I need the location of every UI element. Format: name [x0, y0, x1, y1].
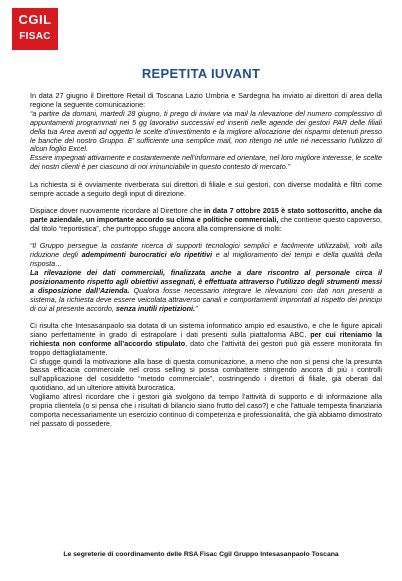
paragraph-5: Ci sfugge quindi la motivazione alla base di questa comunicazione, a meno che non si pensi che la presunta bassa efficacia commerciale nel cross selling si possa combattere stringendo ancora di più i controlli sull’applicazione del cosiddetto “metodo commerciale”, costringendo i direttori di filiale, già oberati dal quotidiano, ad un ulteriore attività burocratica. [30, 356, 382, 393]
paragraph-2: La richiesta si è ovviamente riverberata sui direttori di filiale e sui gestori, con diverse modalità e filtri come sempre accade a seguito degli input di direzione. [30, 179, 382, 198]
page-title: REPETITA IUVANT [141, 66, 261, 81]
para3-lead: Dispiace dover nuovamente ricordare al Direttore che [30, 205, 204, 215]
quote2-p2-italic: Qualora fosse necessario integrare le rilevazioni con dati non presenti a sistema, la richiesta deve essere veicolata attraverso canali e comportamenti improntati al rispetto dei principi di cui al presente accordo, [30, 285, 382, 313]
para4-a: Ci risulta che Intesasanpaolo sia dotata di un sistema informatico ampio ed esaustivo, e che le figure apicali siano perfettamente in grado di estrapolare i dati presenti sulla piattaforma ABC, [30, 320, 382, 339]
quote2-p2-end: senza inutili ripetizioni. [115, 303, 195, 313]
para4-c: , dato che l’attività dei gestori può già essere monitorata fin troppo dettagliatamente. [30, 338, 382, 357]
quote2-paragraph2 [30, 269, 382, 314]
document-body [30, 92, 382, 429]
quote2-paragraph1 [30, 242, 382, 269]
quote2-p1-bold: adempimenti burocratici e/o ripetitivi [81, 250, 213, 260]
paragraph-3 [30, 207, 382, 234]
footer-signature: Le segreterie di coordinamento delle RSA Fisac Cgil Gruppo Intesasanpaolo Toscana [63, 551, 339, 558]
para3-bold: in data 7 ottobre 2015 è stato sottoscritto, anche da parte aziendale, un importante accordo su clima e politiche commerciali, [30, 205, 382, 224]
quote2-p2-bold: La rilevazione dei dati commerciali, finalizzata anche a dare riscontro al personale circa il posizionamento rispetto agli obiettivi assegnati, è effettuata attraverso l’utilizzo degli strumenti messi a disposizione dall’Azienda. [30, 267, 382, 295]
intro-paragraph: In data 27 giugno il Direttore Retail di Toscana Lazio Umbria e Sardegna ha inviato ai direttori di area della regione la seguente comunicazione: [30, 91, 382, 109]
quote2-p1-italic: “Il Gruppo persegue la costante ricerca di supporti tecnologici semplici e facilmente utilizzabili, volti alla riduzione degli [30, 241, 382, 260]
quote1-paragraph1: “a partire da domani, martedì 28 giugno, ti prego di inviare via mail la rilevazione del numero complessivo di appuntamenti programmati nei 5 gg lavorativi successivi ed inseriti nelle agende dei gestori PAR delle filiali della tua Area aventi ad oggetto le scelte d’investimento e la migliore allocazione dei risparmi detenuti presso le banche del nostro Gruppo. E’ sufficiente una semplice mail, non ritengo né utile né necessario l’utilizzo di alcun foglio Excel. [30, 108, 382, 154]
logo-cgil-text: CGIL [18, 12, 52, 27]
quote2-p2-close: ” [194, 303, 198, 313]
quote2-p1-end: e al miglioramento dei tempi e della qualità della risposta… [30, 250, 383, 268]
para4-b: per cui riteniamo la richiesta non conforme all’accordo stipulato [30, 329, 382, 348]
quote1-paragraph2: Essere impegnati attivamente e costantemente nell’informare ed orientare, nel loro migliore interesse, le scelte dei nostri clienti è per ciascuno di noi irrinunciabile in questo contesto di mercato.” [30, 153, 382, 172]
paragraph-4 [30, 322, 382, 358]
cgil-fisac-logo [12, 8, 58, 50]
logo-fisac-text: FISAC [19, 31, 51, 42]
para3-rest: che contiene questo capoverso, dal titolo “reportistica”, che purtroppo sfugge ancora alla comprensione di molti: [30, 214, 382, 233]
paragraph-6: Vogliamo altresì ricordare che i gestori già svolgono da tempo l’attività di supporto e di informazione alla propria clientela (o si pensa che i risultati di bilancio siano frutto del caso?) e che l’attuale tempesta finanziaria comporta necessariamente un esercizio continuo di competenza e professionalità, che già abbiamo dimostrato nel passato di possedere. [30, 392, 382, 428]
